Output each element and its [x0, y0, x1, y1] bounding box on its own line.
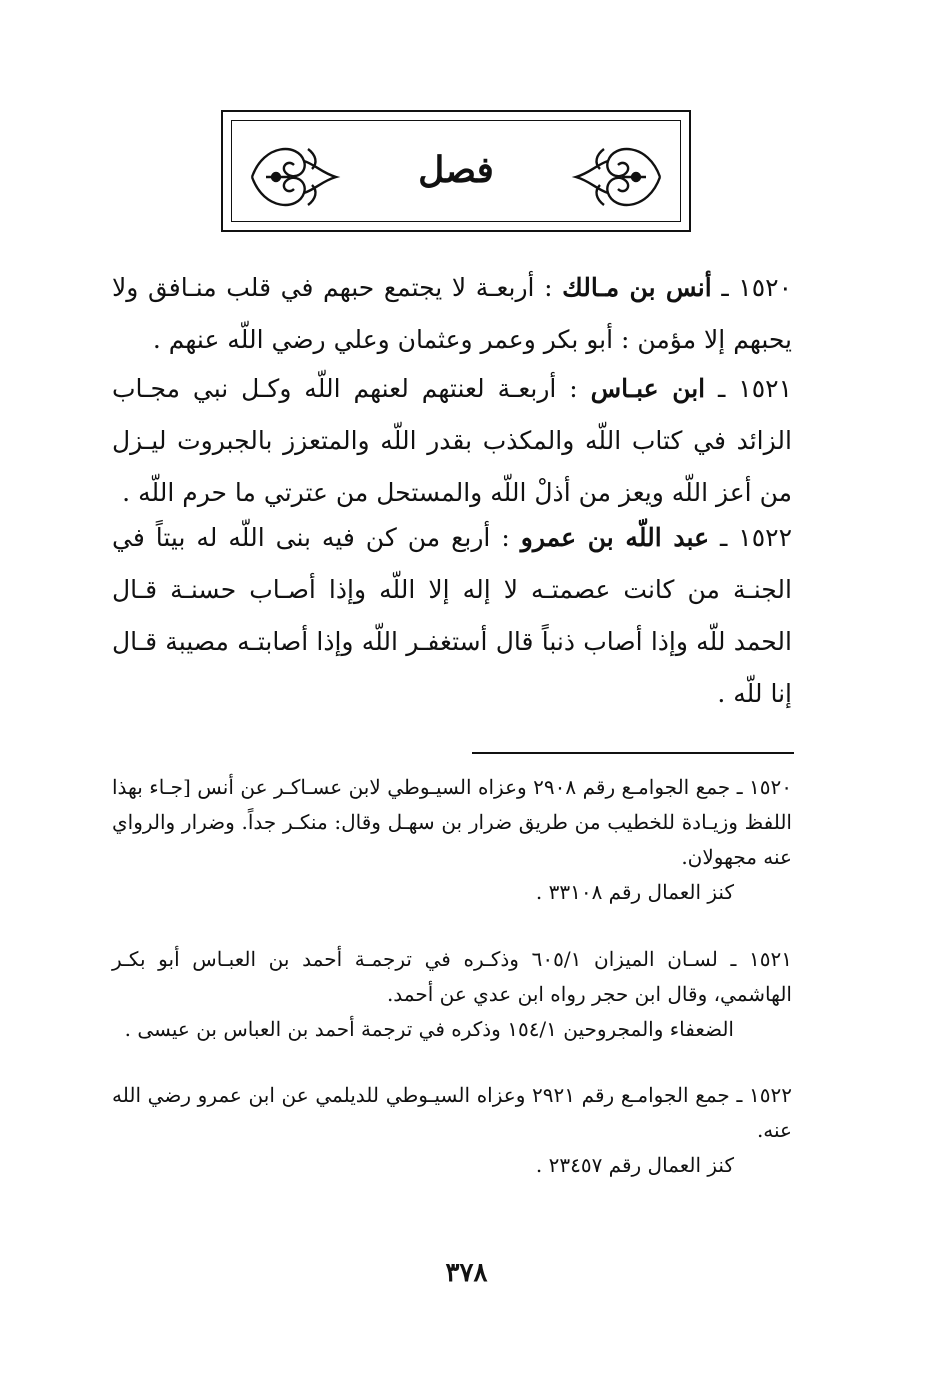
- entry-number: ١٥٢١ ـ: [705, 374, 793, 403]
- footnote-reference: الضعفاء والمجروحين ١٥٤/١ وذكره في ترجمة أحمد بن العباس بن عيسى .: [124, 1017, 734, 1041]
- entry-text: : أربعـة لعنتهم لعنهم اللّه وكـل نبي مجـاب الزائد في كتاب اللّه والمكذب بقدر اللّه والمتعزز بالجبروت ليـزل من أعز اللّه ويعز من أذلْ اللّه والمستحل من عترتي ما حرم اللّه .: [112, 374, 792, 507]
- footnote-text: ١٥٢٠ ـ جمع الجوامـع رقم ٢٩٠٨ وعزاه السيـوطي لابن عسـاكـر عن أنس [جـاء بهذا اللفظ وزيـادة للخطيب من طريق ضرار بن سهـل وقال: منكـر جداً. وضرار والرواي عنه مجهولان.: [112, 775, 793, 869]
- entry-number: ١٥٢٢ ـ: [709, 523, 792, 552]
- narrator-name: عبد اللّه بن عمرو: [520, 523, 709, 552]
- footnote-text: ١٥٢٢ ـ جمع الجوامـع رقم ٢٩٢١ وعزاه السيـوطي للديلمي عن ابن عمرو رضي الله عنه.: [112, 1083, 792, 1142]
- hadith-entry-1521: [112, 363, 792, 519]
- page-number: ٣٧٨: [445, 1258, 488, 1288]
- footnote-separator: [472, 752, 794, 754]
- footnote-reference: كنز العمال رقم ٢٣٤٥٧ .: [535, 1153, 734, 1177]
- hadith-entry-1520: [112, 262, 792, 366]
- entry-number: ١٥٢٠ ـ: [711, 273, 792, 302]
- entry-text: : أربعـة لا يجتمع حبهم في قلب منـافق ولا يحبهم إلا مؤمن : أبو بكر وعمر وعثمان وعلي رضي اللّه عنهم .: [112, 273, 792, 354]
- footnote-reference: كنز العمال رقم ٣٣١٠٨ .: [535, 880, 734, 904]
- chapter-heading-inner-frame: [231, 120, 681, 222]
- footnote-1521: [112, 942, 792, 1047]
- footnote-1520: [112, 770, 792, 910]
- footnote-1522: [112, 1078, 792, 1183]
- narrator-name: ابن عبـاس: [590, 374, 706, 403]
- entry-text: : أربع من كن فيه بنى اللّه له بيتاً في الجنـة من كانت عصمتـه لا إله إلا اللّه وإذا أصـاب حسنـة قـال الحمد للّه وإذا أصاب ذنباً قال أستغفـر اللّه وإذا أصابتـه مصيبة قـال إنا للّه .: [112, 523, 792, 708]
- footnote-text: ١٥٢١ ـ لسـان الميزان ٦٠٥/١ وذكـره في ترجمـة أحمد بن العبـاس أبو بكـر الهاشمي، وقال ابن حجر رواه ابن عدي عن أحمد.: [112, 947, 792, 1006]
- hadith-entry-1522: [112, 512, 792, 720]
- chapter-title: فصل: [418, 149, 494, 191]
- chapter-heading-frame: [221, 110, 691, 232]
- narrator-name: أنس بن مـالك: [562, 273, 712, 302]
